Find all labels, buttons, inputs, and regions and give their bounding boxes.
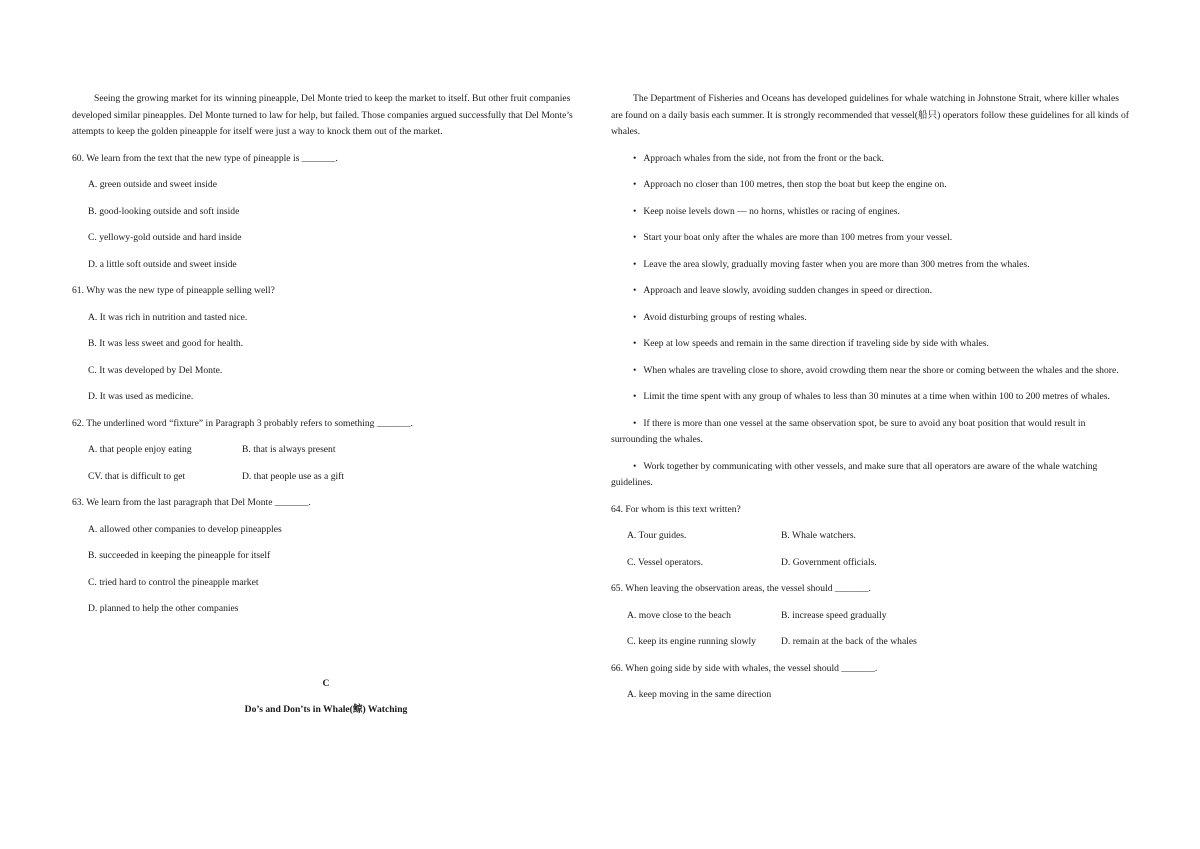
option-65d: D. remain at the back of the whales [781,636,917,647]
bullet-icon: • [633,152,637,164]
guideline-item: • When whales are traveling close to shore, avoid crowding them near the shore or coming between the whales and the shore. [633,364,1119,376]
option-61b: B. It was less sweet and good for health. [88,338,244,349]
option-62d: D. that people use as a gift [242,470,345,482]
bullet-icon: • [633,232,637,243]
option-64d: D. Government officials. [781,556,877,568]
guideline-item: • Limit the time spent with any group of whales to less than 30 minutes at a time when within 100 to 200 metres of whales. [633,391,1110,402]
guideline-item: • Start your boat only after the whales are more than 100 metres from your vessel. [633,232,953,243]
question-60: 60. We learn from the text that the new type of pineapple is _______. [72,152,338,164]
bullet-icon: • [633,179,637,190]
question-63: 63. We learn from the last paragraph that Del Monte _______. [72,497,311,508]
left-column [72,91,580,719]
guideline-item: • Approach and leave slowly, avoiding sudden changes in speed or direction. [633,285,933,296]
passage-intro: The Department of Fisheries and Oceans has developed guidelines for whale watching in Johnstone Strait, where killer whales are found on a daily basis each summer. It is strongly recommended that vessel(船只) operators follow these guidelines for all kinds of whales. [611,93,1129,137]
guideline-item: • Keep noise levels down — no horns, whistles or racing of engines. [633,205,900,217]
option-65c: C. keep its engine running slowly [627,636,756,647]
option-row-64-cd [611,555,1129,572]
bullet-icon: • [633,285,637,296]
option-61a: A. It was rich in nutrition and tasted nice. [88,311,248,323]
option-61d: D. It was used as medicine. [88,391,194,402]
bullet-icon: • [633,338,637,349]
bullet-icon: • [633,258,637,270]
option-66a: A. keep moving in the same direction [627,689,772,700]
right-column [611,91,1129,704]
bullet-icon: • [633,391,637,402]
option-row-65-cd [611,634,1129,651]
bullet-icon: • [633,311,637,323]
option-60b: B. good-looking outside and soft inside [88,205,240,217]
option-62b: B. that is always present [242,444,336,455]
guideline-item: • Leave the area slowly, gradually moving faster when you are more than 300 metres from the whales. [633,258,1030,270]
question-64: 64. For whom is this text written? [611,503,741,515]
option-60a: A. green outside and sweet inside [88,179,217,190]
option-65a: A. move close to the beach [627,609,731,621]
option-row-64-ab [611,528,1129,545]
option-row-62-cd [72,469,580,486]
section-title: Do’s and Don’ts in Whale(鲸) Watching [244,704,408,715]
question-65: 65. When leaving the observation areas, the vessel should _______. [611,583,871,594]
guideline-item: • Avoid disturbing groups of resting whales. [633,311,807,323]
bullet-icon: • [633,364,637,376]
bullet-icon: • [633,417,637,429]
bullet-icon: • [633,205,637,217]
option-63a: A. allowed other companies to develop pineapples [88,523,282,535]
question-62: 62. The underlined word “fixture” in Paragraph 3 probably refers to something _______. [72,417,413,429]
option-row-65-ab [611,608,1129,625]
guideline-item: • Keep at low speeds and remain in the same direction if traveling side by side with whales. [633,338,989,349]
passage-paragraph: Seeing the growing market for its winning pineapple, Del Monte tried to keep the market to itself. But other fruit companies developed similar pineapples. Del Monte turned to law for help, but failed. Those companies argued successfully that Del Monte’s attempts to keep the golden pineapple for itself were just a way to knock them out of the market. [72,93,573,137]
option-63d: D. planned to help the other companies [88,603,239,614]
option-64a: A. Tour guides. [627,530,687,541]
guideline-item: • Approach whales from the side, not from the front or the back. [633,152,884,164]
option-65b: B. increase speed gradually [781,609,887,621]
question-66: 66. When going side by side with whales, the vessel should _______. [611,662,878,674]
section-label: C [322,677,330,689]
guideline-item: • Work together by communicating with other vessels, and make sure that all operators are aware of the whale watching guidelines. [611,460,1098,488]
option-60d: D. a little soft outside and sweet inside [88,258,237,270]
guideline-item: • Approach no closer than 100 metres, then stop the boat but keep the engine on. [633,179,947,190]
option-63c: C. tried hard to control the pineapple market [88,576,259,588]
option-row-62-ab [72,442,580,459]
option-63b: B. succeeded in keeping the pineapple for itself [88,550,271,561]
bullet-icon: • [633,460,637,472]
option-62a: A. that people enjoy eating [88,444,192,455]
option-64c: C. Vessel operators. [627,556,704,568]
option-61c: C. It was developed by Del Monte. [88,364,223,376]
option-64b: B. Whale watchers. [781,530,856,541]
question-61: 61. Why was the new type of pineapple selling well? [72,285,275,296]
option-60c: C. yellowy-gold outside and hard inside [88,232,242,243]
option-62c: CV. that is difficult to get [88,470,186,482]
guideline-item: • If there is more than one vessel at the same observation spot, be sure to avoid any boat position that would result in surrounding the whales. [611,417,1086,445]
